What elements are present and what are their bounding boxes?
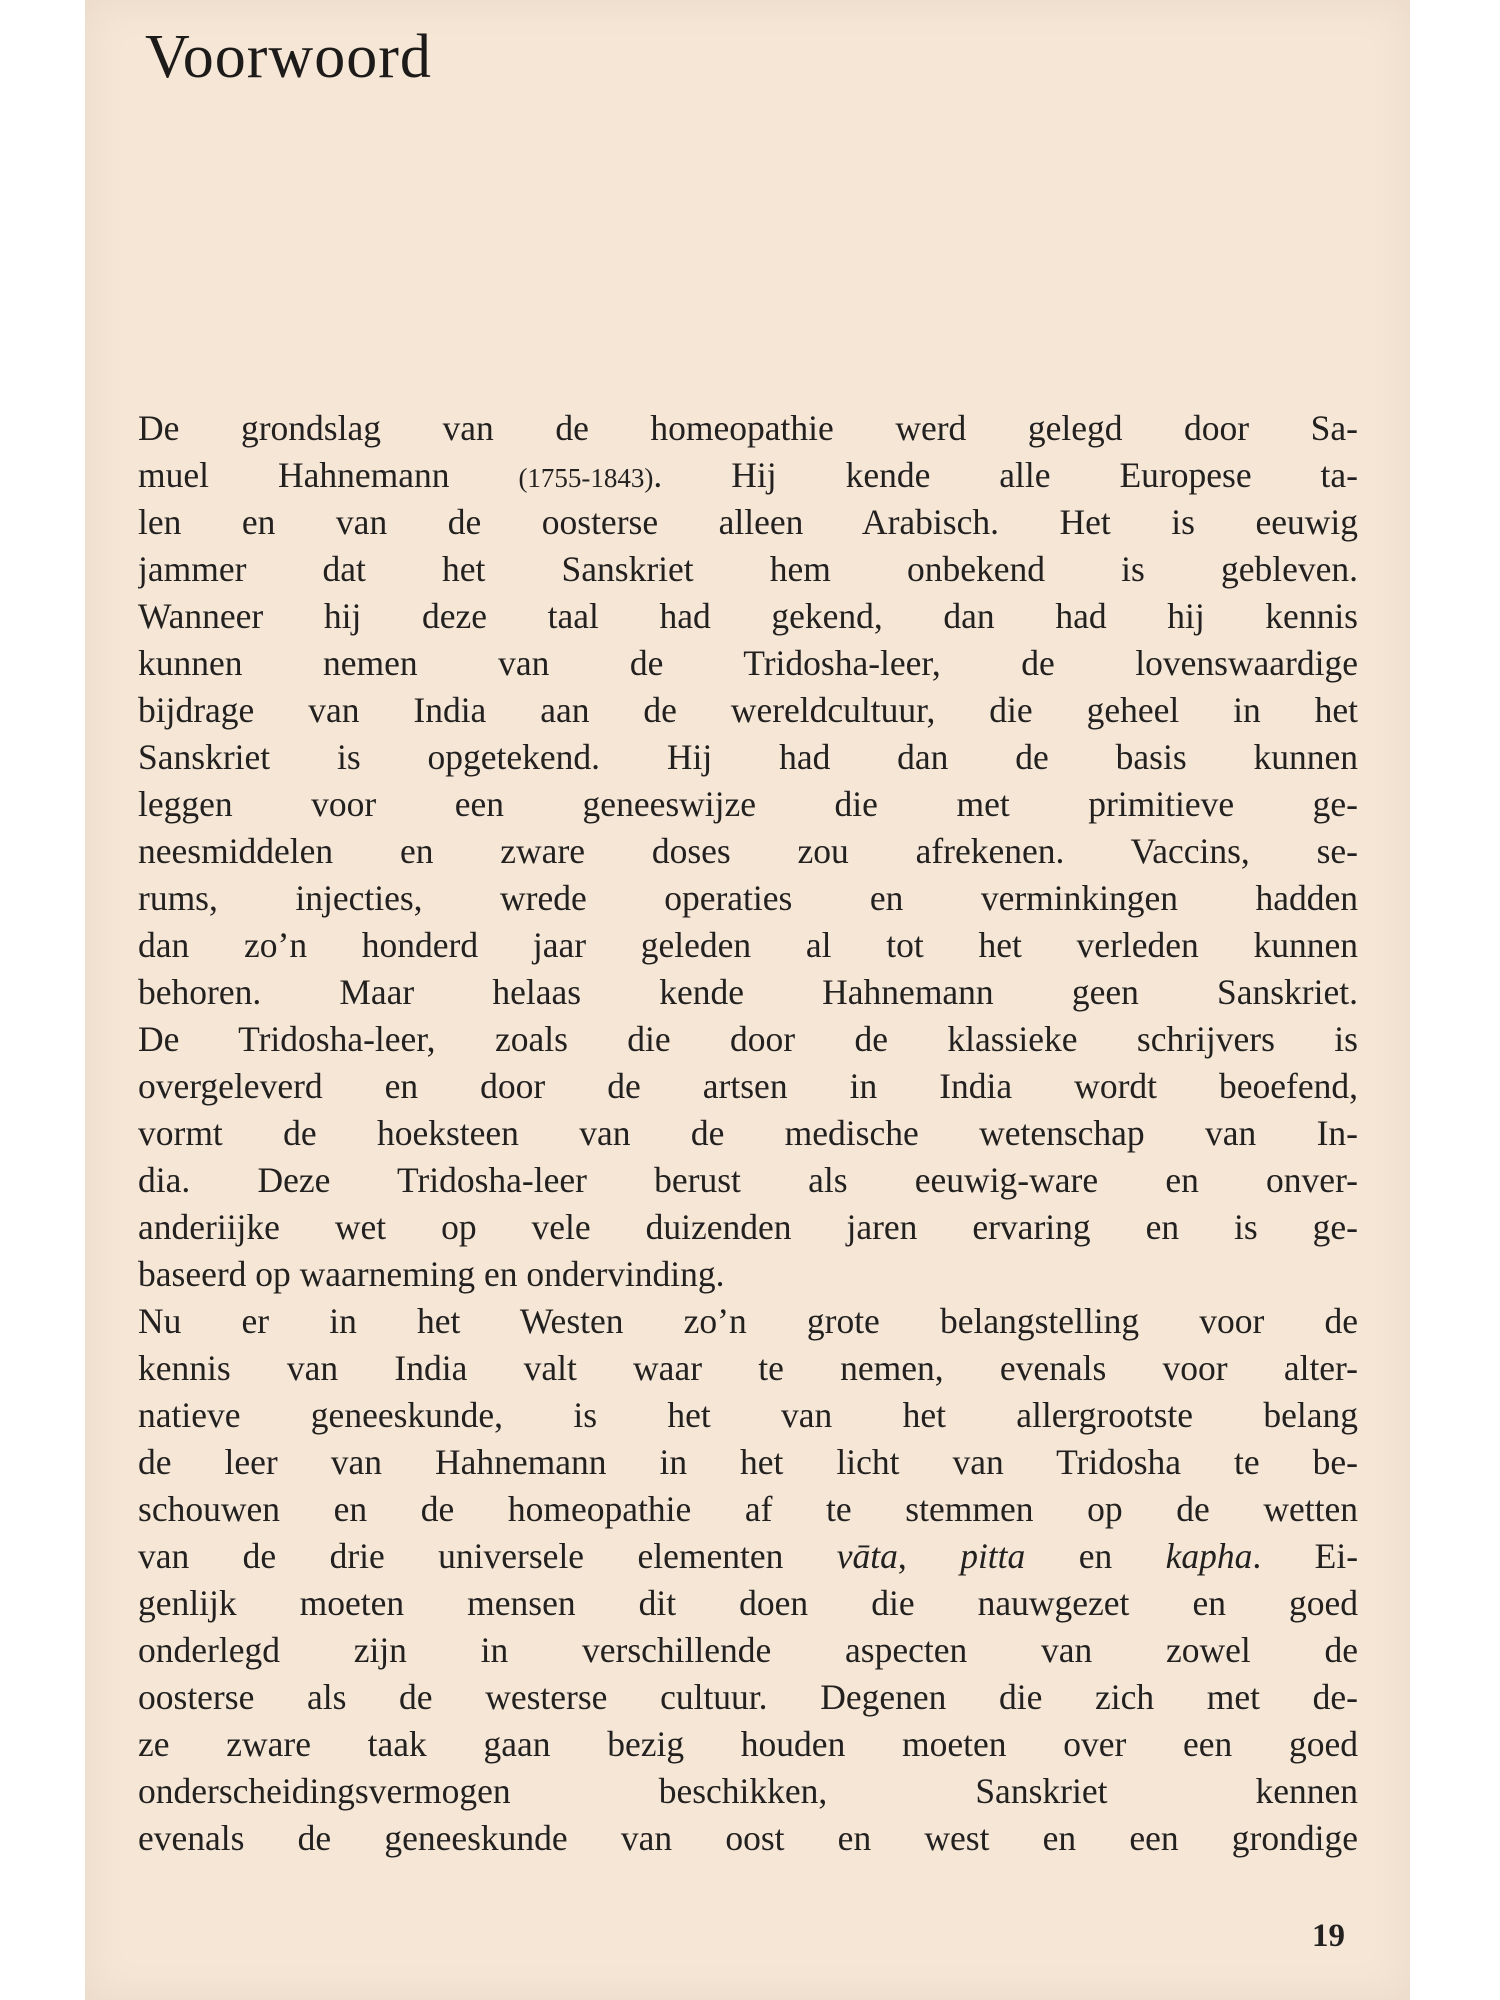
text-fragment: van de drie universele elementen bbox=[138, 1536, 784, 1576]
term-pitta: pitta bbox=[960, 1536, 1026, 1576]
text-line: vormt de hoeksteen van de medische wetenschap van In- bbox=[138, 1113, 1358, 1153]
text-line: ze zware taak gaan bezig houden moeten over een goed bbox=[138, 1724, 1358, 1764]
text-fragment: , bbox=[897, 1536, 961, 1576]
text-line: oosterse als de westerse cultuur. Degenen die zich met de- bbox=[138, 1677, 1358, 1717]
text-line: leggen voor een geneeswijze die met primitieve ge- bbox=[138, 784, 1358, 824]
text-fragment: . Ei- bbox=[1252, 1536, 1358, 1576]
text-line: rums, injecties, wrede operaties en verminkingen hadden bbox=[138, 878, 1358, 918]
text-line: De grondslag van de homeopathie werd gelegd door Sa- bbox=[138, 408, 1358, 448]
text-line: schouwen en de homeopathie af te stemmen op de wetten bbox=[138, 1489, 1358, 1529]
text-line: onderscheidingsvermogen beschikken, Sanskriet kennen bbox=[138, 1771, 1358, 1811]
text-line: kunnen nemen van de Tridosha-leer, de lovenswaardige bbox=[138, 643, 1358, 683]
text-fragment: muel Hahnemann bbox=[138, 455, 450, 495]
term-kapha: kapha bbox=[1165, 1536, 1253, 1576]
text-line: baseerd op waarneming en ondervinding. bbox=[138, 1254, 725, 1294]
chapter-title: Voorwoord bbox=[145, 23, 432, 91]
text-line: genlijk moeten mensen dit doen die nauwgezet en goed bbox=[138, 1583, 1358, 1623]
text-line: De Tridosha-leer, zoals die door de klassieke schrijvers is bbox=[138, 1019, 1358, 1059]
text-line bbox=[138, 1533, 1358, 1580]
text-line: overgeleverd en door de artsen in India wordt beoefend, bbox=[138, 1066, 1358, 1106]
text-line: natieve geneeskunde, is het van het allergrootste belang bbox=[138, 1395, 1358, 1435]
text-line: anderiijke wet op vele duizenden jaren ervaring en is ge- bbox=[138, 1207, 1358, 1247]
years-note: (1755-1843) bbox=[518, 463, 654, 493]
term-vata: vāta bbox=[836, 1536, 898, 1576]
text-line: len en van de oosterse alleen Arabisch. Het is eeuwig bbox=[138, 502, 1358, 542]
text-line: Nu er in het Westen zo’n grote belangstelling voor de bbox=[138, 1301, 1358, 1341]
body-text bbox=[138, 405, 1358, 1862]
text-line: behoren. Maar helaas kende Hahnemann geen Sanskriet. bbox=[138, 972, 1358, 1012]
text-line bbox=[138, 452, 1358, 499]
text-line: neesmiddelen en zware doses zou afrekenen. Vaccins, se- bbox=[138, 831, 1358, 871]
text-line: jammer dat het Sanskriet hem onbekend is gebleven. bbox=[138, 549, 1358, 589]
text-line: onderlegd zijn in verschillende aspecten van zowel de bbox=[138, 1630, 1358, 1670]
text-line: dan zo’n honderd jaar geleden al tot het verleden kunnen bbox=[138, 925, 1358, 965]
text-fragment: . Hij kende alle Europese ta- bbox=[653, 455, 1358, 495]
text-fragment: en bbox=[1025, 1536, 1166, 1576]
text-line: Wanneer hij deze taal had gekend, dan had hij kennis bbox=[138, 596, 1358, 636]
book-page bbox=[85, 0, 1410, 2000]
text-line: kennis van India valt waar te nemen, evenals voor alter- bbox=[138, 1348, 1358, 1388]
page-number: 19 bbox=[1312, 1918, 1345, 1954]
text-line: bijdrage van India aan de wereldcultuur, die geheel in het bbox=[138, 690, 1358, 730]
text-line: de leer van Hahnemann in het licht van Tridosha te be- bbox=[138, 1442, 1358, 1482]
text-line: Sanskriet is opgetekend. Hij had dan de basis kunnen bbox=[138, 737, 1358, 777]
text-line: evenals de geneeskunde van oost en west en een grondige bbox=[138, 1818, 1358, 1858]
text-line: dia. Deze Tridosha-leer berust als eeuwig-ware en onver- bbox=[138, 1160, 1358, 1200]
